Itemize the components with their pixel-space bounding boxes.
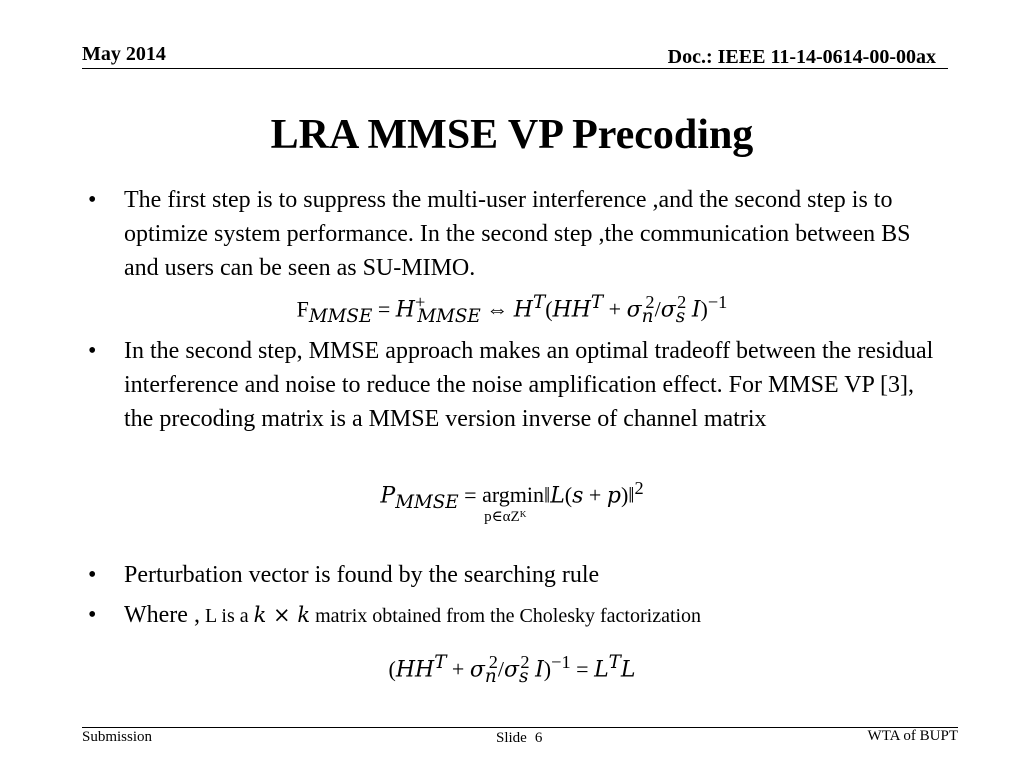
bullet-item-4 (124, 598, 934, 633)
bullet-4-lead: Where , (124, 602, 200, 628)
bullet-item-3: • Perturbation vector is found by the searching rule (124, 558, 934, 592)
equation-3: ($HH^T + \sigma_n^2/\sigma_s^2$ $I)^{-1} = L^TL$ (388, 652, 636, 687)
footer-organization: WTA of BUPT (867, 728, 958, 744)
footer-rule (82, 727, 958, 728)
slide-number: 6 (534, 730, 543, 746)
slide-label: Slide (496, 730, 527, 746)
header-doc-id: Doc.: IEEE 11-14-0614-00-00ax (667, 46, 936, 68)
bullet-4-text-b: matrix obtained from the Cholesky factorization (310, 605, 702, 627)
argmin-subscript: p∈αZᴷ (484, 509, 527, 526)
equation-2: $P_{MMSE} = argmin$ p∈αZᴷ ‖L(s + p)‖$^2$ (0, 474, 1024, 517)
bullet-item-2: • In the second step, MMSE approach makes an optimal tradeoff between the residual interference and noise to reduce the noise amplification effect. For MMSE VP [3], the precoding matrix is a MMSE version inverse of channel matrix (124, 334, 934, 436)
equation-1: $F_{MMSE} = H^+_{MMSE}$ ⇔ $H^T(HH^T + \sigma_n^2/\sigma_s^2$ I)$^{-1}$ (296, 292, 728, 327)
bullet-4-math: k × k (253, 603, 311, 627)
bullet-4-text-a: L is a (199, 605, 254, 627)
footer-submission: Submission (82, 729, 153, 745)
header-date: May 2014 (82, 43, 166, 65)
bullet-item-1: • The first step is to suppress the multi-user interference ,and the second step is to optimize system performance. In the second step ,the communication between BS and users can be seen as SU-MIMO. (124, 183, 934, 285)
slide-title: LRA MMSE VP Precoding (270, 112, 754, 158)
footer-slide-number (496, 730, 542, 747)
header-rule (82, 68, 948, 69)
